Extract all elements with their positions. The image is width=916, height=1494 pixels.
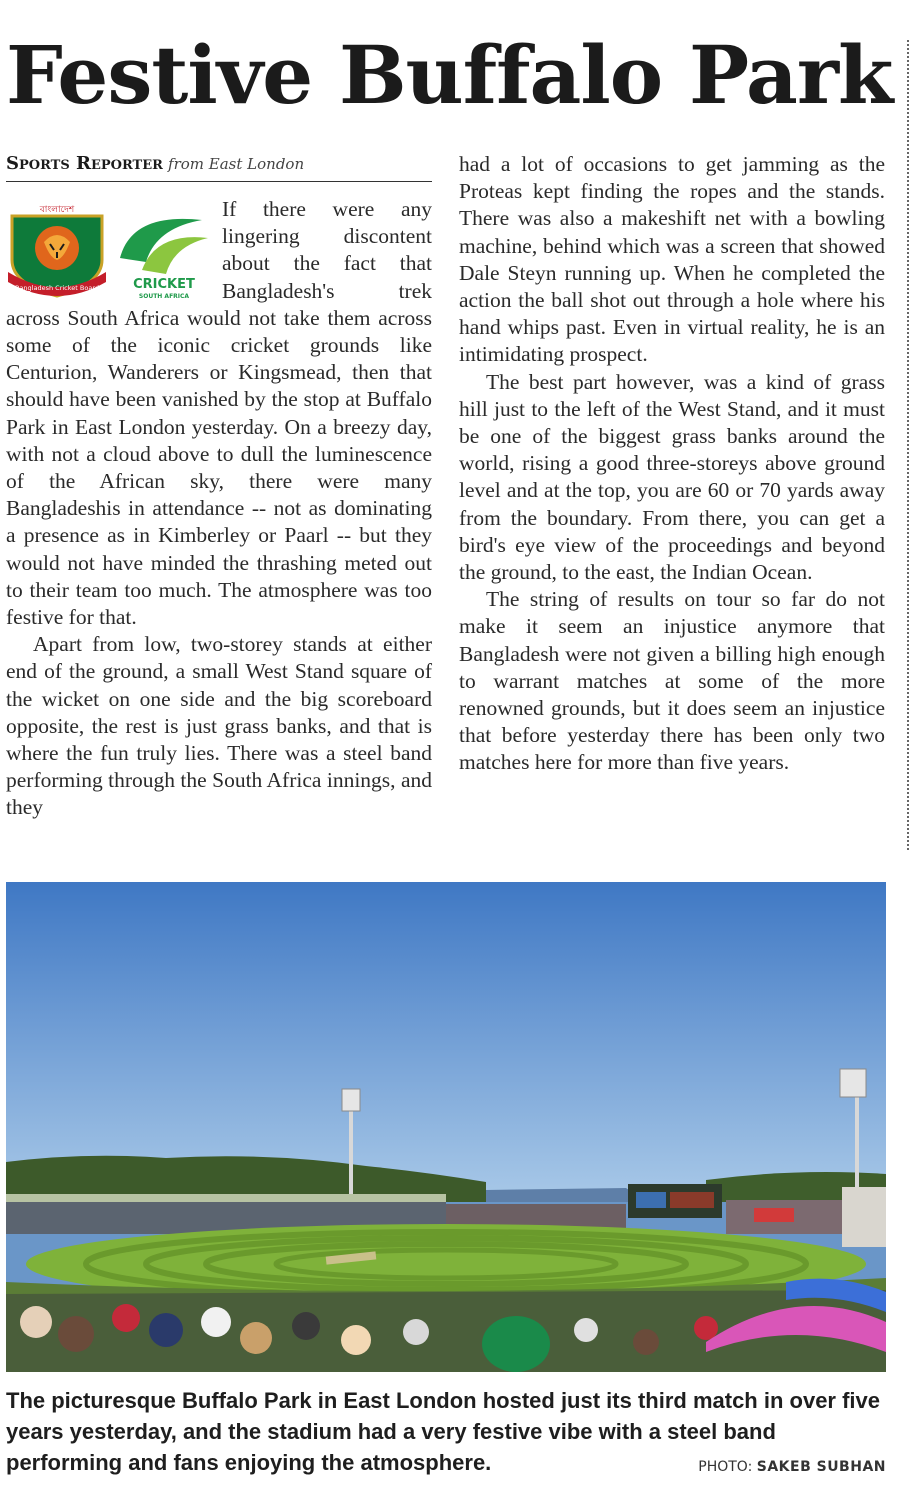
column-divider-dotted [907,40,909,850]
byline-location: from East London [168,155,305,173]
logos [6,198,214,304]
photo-credit-label: PHOTO: [698,1459,753,1475]
bcb-top-text: বাংলাদেশ [39,205,75,215]
bcb-banner-text: Bangladesh Cricket Board [14,284,100,292]
paragraph-2-continued: had a lot of occasions to get jamming as the Proteas kept finding the ropes and the stands. There was also a makeshift net with a bowling machine, behind which was a screen that showed Dale Steyn running up. When he completed the action the ball shot out through a hole where his hand whips past. Even in virtual reality, he is an intimidating prospect. [459,152,885,367]
article-column-right [459,151,885,777]
paragraph-4: The string of results on tour so far do not make it seem an injustice anymore that Bangladesh were not given a billing high enough to warrant matches at some of the more renowned grounds, but it does seem an injustice that before yesterday there has been only two matches here for more than five years. [459,587,885,775]
photo-caption: The picturesque Buffalo Park in East London hosted just its third match in over five years yesterday, and the stadium had a very festive vibe with a steel band performing and fans enjoying the atmosphere. [6,1388,881,1475]
csa-text: CRICKET [133,277,195,292]
stadium-photo [6,882,886,1372]
article-column-left [6,196,432,822]
paragraph-1: If there were any lingering discontent about the fact that Bangladesh's trek across South Africa would not take them across some of the iconic cricket grounds like Centurion, Wanderers or Kingsmead, then that should have been vanished by the stop at Buffalo Park in East London yesterday. On a breezy day, with not a cloud above to dull the luminescence of the African sky, there were many Bangladeshis in attendance -- not as dominating a presence as in Kimberley or Paarl -- but they would not have minded the thrashing meted out to their team too much. The atmosphere was too festive for that. [6,197,432,630]
csa-subtext: SOUTH AFRICA [138,293,190,300]
scoreboard [628,1184,722,1218]
bcb-logo-icon [6,198,214,304]
photo-credit [698,1459,886,1475]
byline-author: Sports Reporter [6,153,163,174]
photo-credit-name: SAKEB SUBHAN [756,1459,886,1475]
stadium-illustration [6,882,886,1372]
headline: Festive Buffalo Park [6,28,893,122]
paragraph-3: The best part however, was a kind of grass hill just to the left of the West Stand, and it must be one of the biggest grass banks around the world, rising a good three-storeys above ground level and at the top, you are 60 or 70 yards away from the boundary. From there, you can get a bird's eye view of the proceedings and beyond the ground, to the east, the Indian Ocean. [459,369,885,585]
paragraph-2-start: Apart from low, two-storey stands at either end of the ground, a small West Stand square of the wicket on one side and the big scoreboard opposite, the rest is just grass banks, and that is where the fun truly lies. There was a steel band performing through the South Africa innings, and they [6,632,432,820]
csa-logo-icon [120,219,208,300]
byline [6,153,432,182]
